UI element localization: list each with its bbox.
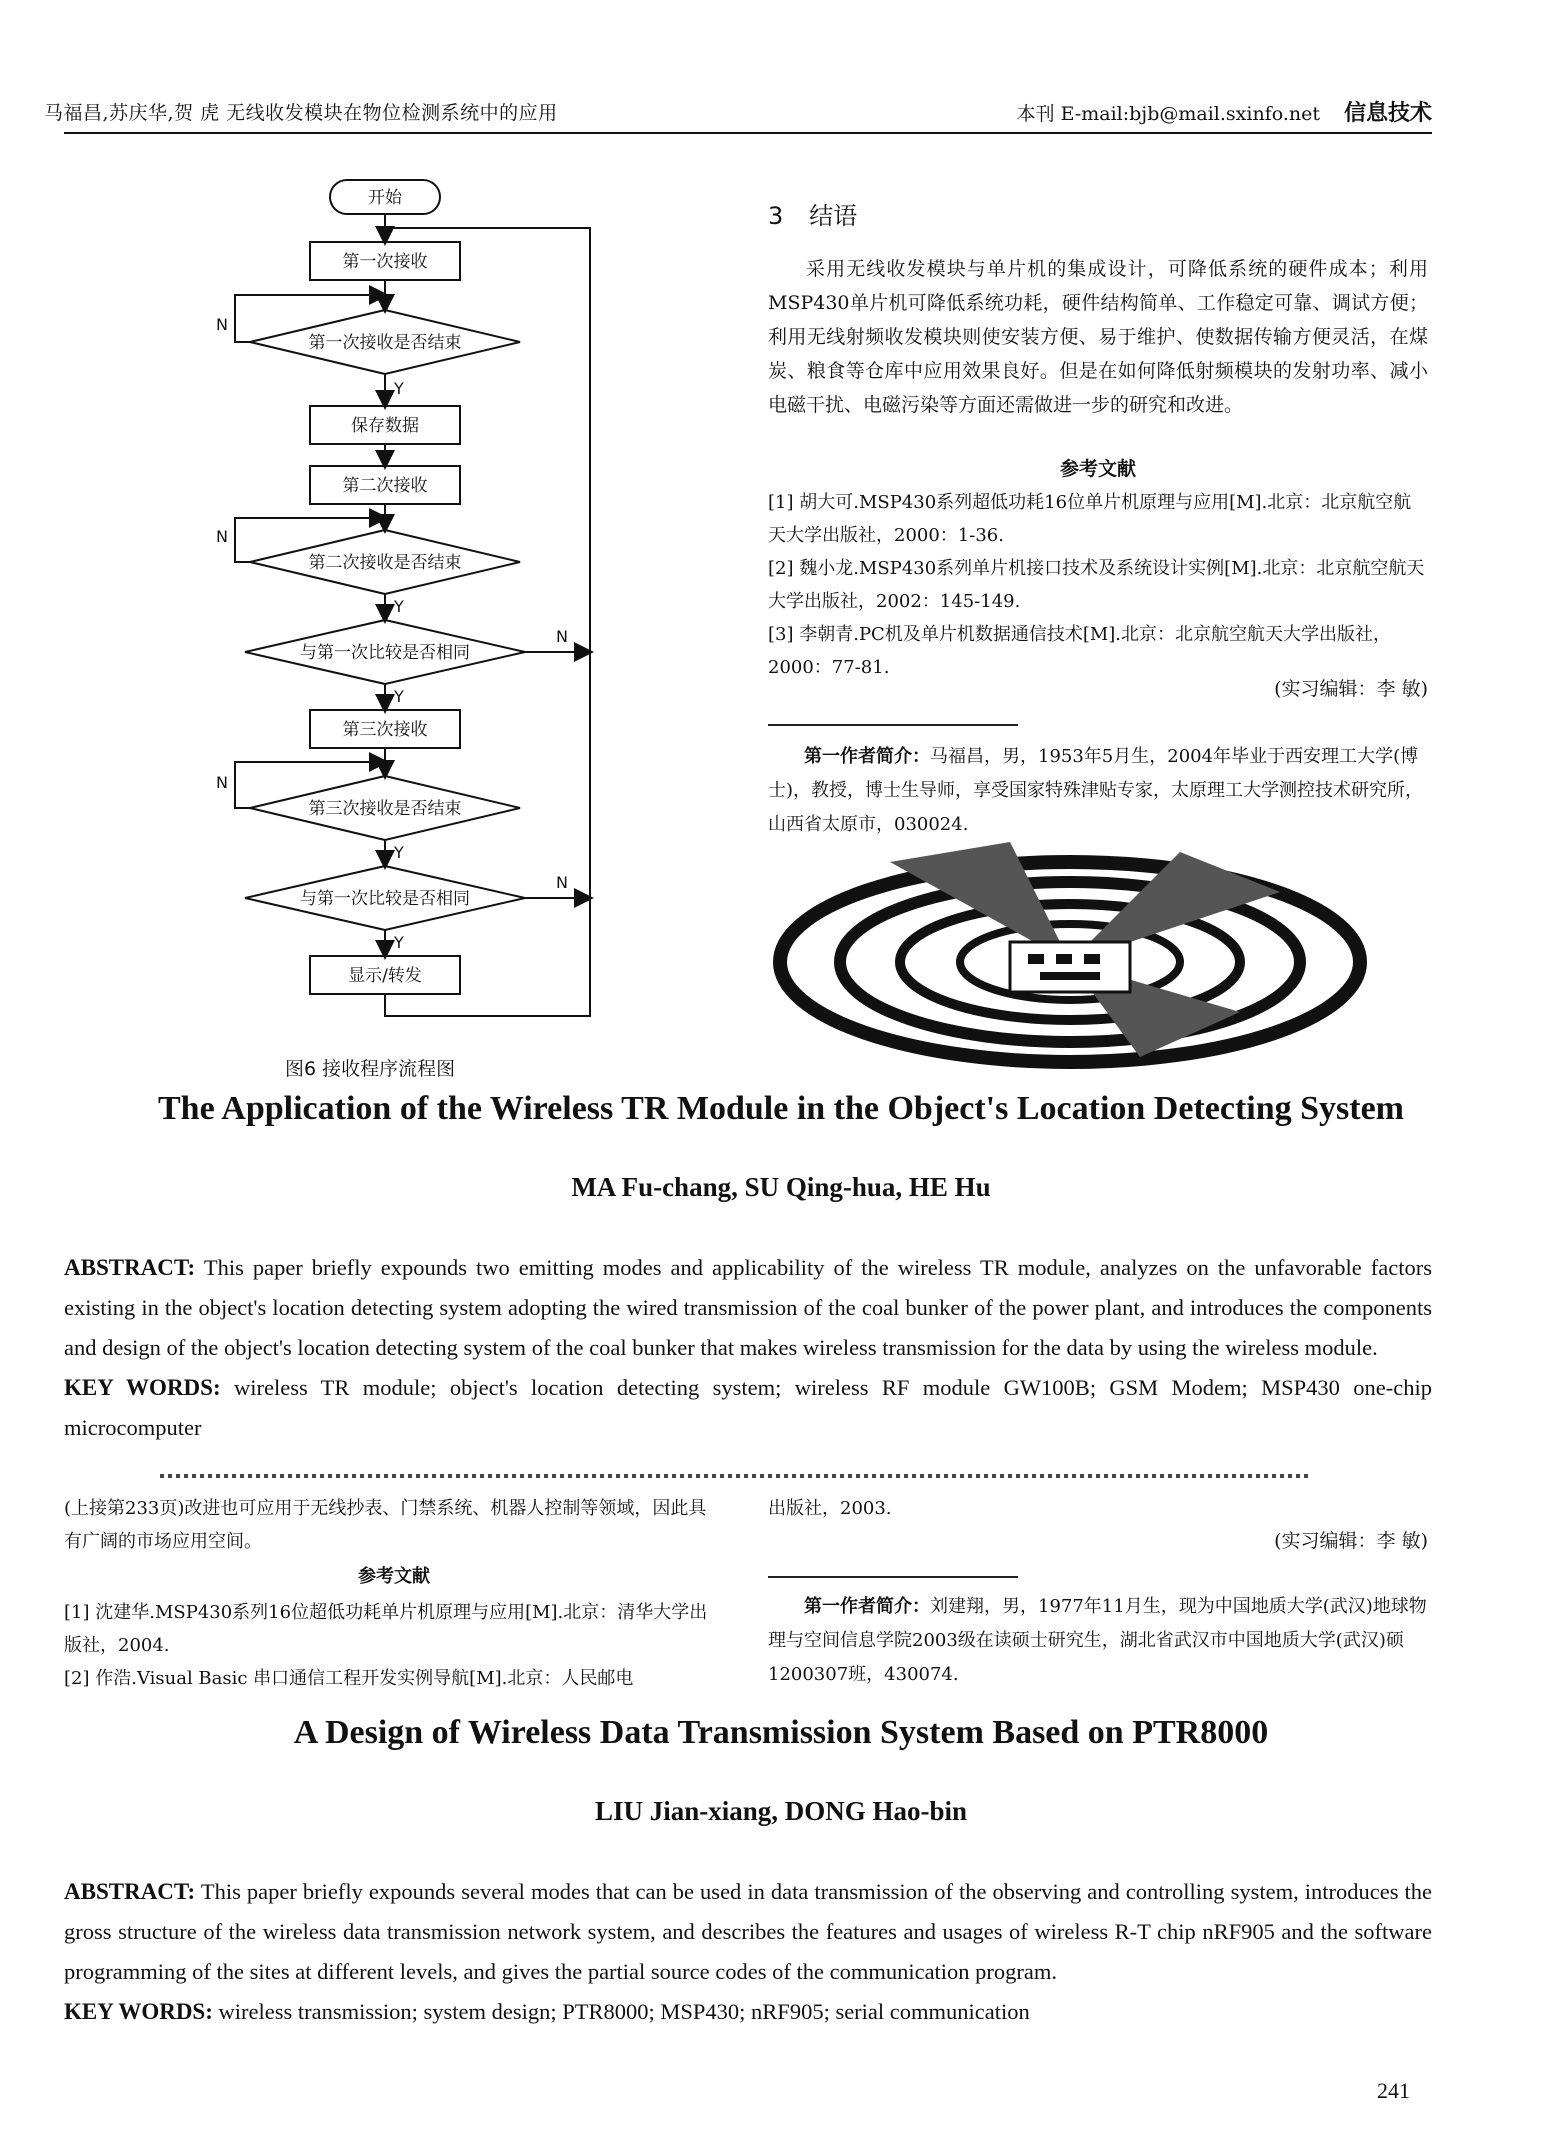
journal-brand: 信息技术 <box>1343 101 1432 126</box>
reference-item: [1] 胡大可.MSP430系列超低功耗16位单片机原理与应用[M].北京：北京航空航天大学出版社，2000：1-36. <box>768 492 1412 546</box>
flow-no-2: N <box>216 527 228 546</box>
paper1-abstract <box>64 1248 1432 1448</box>
flowchart <box>180 170 650 1054</box>
continued-references-heading: 参考文献 <box>358 1566 430 1587</box>
abstract-label: ABSTRACT: <box>64 1879 196 1904</box>
flow-compare2-label: 与第一次比较是否相同 <box>300 889 470 909</box>
figure-caption: 图6 接收程序流程图 <box>285 1058 456 1080</box>
flow-compare1-label: 与第一次比较是否相同 <box>300 643 470 663</box>
bio-label: 第一作者简介： <box>804 1596 930 1617</box>
reference-item: [2] 魏小龙.MSP430系列单片机接口技术及系统设计实例[M].北京：北京航空航天大学出版社，2002：145-149. <box>768 558 1425 612</box>
running-header-title: 马福昌,苏庆华,贺 虎 无线收发模块在物位检测系统中的应用 <box>44 102 558 124</box>
flow-save-label: 保存数据 <box>351 416 419 436</box>
journal-email: 本刊 E-mail:bjb@mail.sxinfo.net <box>1016 103 1320 125</box>
continued-text: (上接第233页)改进也可应用于无线抄表、门禁系统、机器人控制等领域，因此具有广阔的市场应用空间。 <box>64 1498 707 1552</box>
flow-step1-label: 第一次接收 <box>342 252 428 272</box>
decorative-radar-image <box>760 842 1380 1076</box>
flow-yes-4: Y <box>394 843 404 862</box>
editor-note: (实习编辑：李 敏) <box>1274 678 1428 700</box>
flow-decision2-label: 第二次接收是否结束 <box>308 553 462 573</box>
flow-yes-2: Y <box>394 597 404 616</box>
continued-reference-tail: 出版社，2003. <box>768 1498 892 1519</box>
bio-text: 马福昌，男，1953年5月生，2004年毕业于西安理工大学(博士)，教授，博士生导师，享受国家特殊津贴专家，太原理工大学测控技术研究所，山西省太原市，030024. <box>768 746 1424 835</box>
abstract-label: ABSTRACT: <box>64 1255 196 1280</box>
reference-item: [3] 李朝青.PC机及单片机数据通信技术[M].北京：北京航空航天大学出版社，2000：77-81. <box>768 624 1392 678</box>
continued-editor-note: (实习编辑：李 敏) <box>1274 1530 1428 1552</box>
abstract-text: This paper briefly expounds several modes that can be used in data transmission of the observing and controlling system, introduces the gross structure of the wireless data transmission network system, and describes the features and usages of wireless R-T chip nRF905 and the software programming of the sites at different levels, and gives the partial source codes of the communication program. <box>64 1879 1432 1984</box>
author-bio <box>768 740 1428 842</box>
flow-step2-label: 第二次接收 <box>342 476 428 496</box>
flow-display-label: 显示/转发 <box>348 966 422 986</box>
keywords-text: wireless TR module; object's location detecting system; wireless RF module GW100B; GSM Modem; MSP430 one-chip microcomputer <box>64 1375 1432 1440</box>
bio-label: 第一作者简介： <box>804 746 930 767</box>
flow-no-3: N <box>556 627 568 646</box>
section-title: 结语 <box>809 202 858 230</box>
flow-no-1: N <box>216 315 228 334</box>
reference-item: [1] 沈建华.MSP430系列16位超低功耗单片机原理与应用[M].北京：清华大学出版社，2004. <box>64 1602 708 1656</box>
reference-list <box>768 486 1428 684</box>
section-number: 3 <box>768 202 784 230</box>
references-heading: 参考文献 <box>1059 458 1136 480</box>
paper1-authors: MA Fu-chang, SU Qing-hua, HE Hu <box>571 1172 991 1202</box>
page-number: 241 <box>1377 2078 1410 2103</box>
flow-step3-label: 第三次接收 <box>342 720 428 740</box>
paper2-title: A Design of Wireless Data Transmission System Based on PTR8000 <box>293 1714 1269 1751</box>
flow-start-label: 开始 <box>368 188 402 208</box>
keywords-text: wireless transmission; system design; PTR8000; MSP430; nRF905; serial communication <box>218 1999 1030 2024</box>
section-heading <box>768 196 857 231</box>
reference-item: [2] 作浩.Visual Basic 串口通信工程开发实例导航[M].北京：人民邮电 <box>64 1668 634 1689</box>
flow-decision1-label: 第一次接收是否结束 <box>308 333 462 353</box>
abstract-text: This paper briefly expounds two emitting modes and applicability of the wireless TR module, analyzes on the unfavorable factors existing in the object's location detecting system adopting the wired transmission of the coal bunker of the power plant, and introduces the components and design of the object's location detecting system of the coal bunker that makes wireless transmission for the data by using the wireless module. <box>64 1255 1433 1360</box>
paper2-authors: LIU Jian-xiang, DONG Hao-bin <box>594 1796 968 1826</box>
decorative-divider <box>160 1474 1312 1478</box>
flow-decision3-label: 第三次接收是否结束 <box>308 799 462 819</box>
flow-yes-1: Y <box>394 379 404 398</box>
header-rule <box>64 132 1432 134</box>
paper1-title: The Application of the Wireless TR Module in the Object's Location Detecting System <box>157 1090 1404 1127</box>
bio-text: 刘建翔，男，1977年11月生，现为中国地质大学(武汉)地球物理与空间信息学院2003级在读硕士研究生，湖北省武汉市中国地质大学(武汉)硕1200307班，430074. <box>768 1596 1427 1685</box>
keywords-label: KEY WORDS: <box>64 1375 221 1400</box>
paper2-abstract <box>64 1872 1432 2032</box>
running-header-journal <box>1017 96 1432 127</box>
flow-yes-3: Y <box>394 687 404 706</box>
flow-yes-5: Y <box>394 933 404 952</box>
keywords-label: KEY WORDS: <box>64 1999 213 2024</box>
conclusion-paragraph: 采用无线收发模块与单片机的集成设计，可降低系统的硬件成本；利用MSP430单片机可降低系统功耗，硬件结构简单、工作稳定可靠、调试方便；利用无线射频收发模块则使安装方便、易于维护、使数据传输方便灵活，在煤炭、粮食等仓库中应用效果良好。但是在如何降低射频模块的发射功率、减小电磁干扰、电磁污染等方面还需做进一步的研究和改进。 <box>768 258 1428 416</box>
continued-reference-list <box>64 1596 724 1695</box>
flow-no-4: N <box>216 773 228 792</box>
flow-no-5: N <box>556 873 568 892</box>
bio-rule <box>768 724 1018 726</box>
continued-bio-rule <box>768 1576 1018 1578</box>
continued-author-bio <box>768 1590 1428 1692</box>
